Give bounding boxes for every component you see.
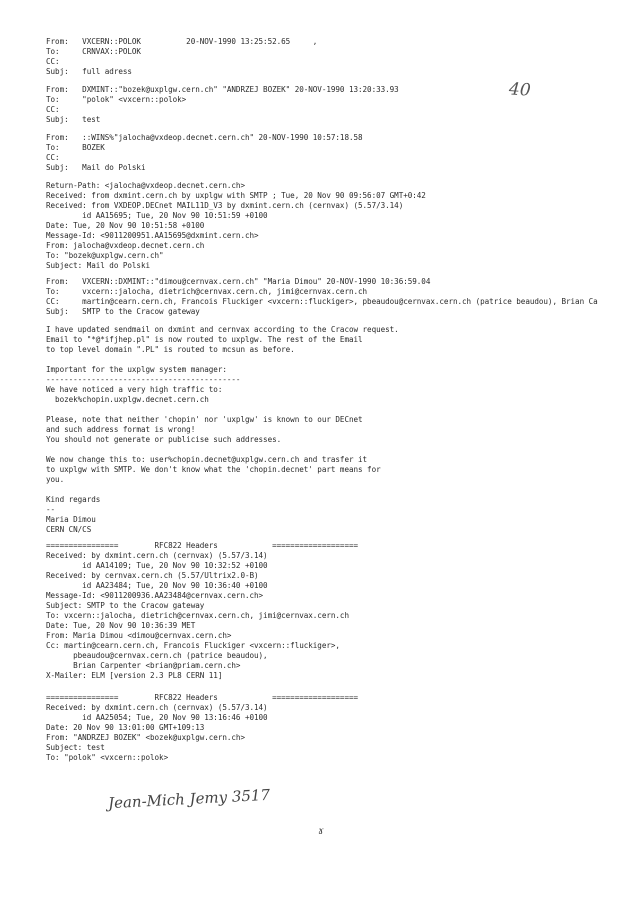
memo3-subject: Subj: Mail do Polski [46,163,146,172]
body-line: you. [46,475,65,484]
handwritten-page-number: 40 [508,79,532,101]
body-line: Please, note that neither 'chopin' nor 'uxplgw' is known to our DECnet [46,415,363,424]
body-line: -- [46,505,56,514]
body-line: I have updated sendmail on dxmint and cernvax according to the Cracow request. [46,325,399,334]
handwritten-mark: ɤ [318,826,324,837]
body-line: Maria Dimou [46,515,96,524]
rfc822-header-line: id AA14109; Tue, 20 Nov 90 10:32:52 +0100 [46,561,268,570]
header-line: From: jalocha@vxdeop.decnet.cern.ch [46,241,205,250]
rfc822-header-line: From: Maria Dimou <dimou@cernvax.cern.ch> [46,631,232,640]
body-line: Kind regards [46,495,101,504]
memo4-subject: Subj: SMTP to the Cracow gateway [46,307,200,316]
rfc822-header-line: pbeaudou@cernvax.cern.ch (patrice beaudou), [46,651,268,660]
rfc822-header-line: X-Mailer: ELM [version 2.3 PL8 CERN 11] [46,671,223,680]
header-line: Date: Tue, 20 Nov 90 10:51:58 +0100 [46,221,205,230]
body-line: ------------------------------------------- [46,375,241,384]
body-line: bozek%chopin.uxplgw.decnet.cern.ch [46,395,209,404]
memo1-subject: Subj: full adress [46,67,132,76]
rfc822-header-line: id AA23484; Tue, 20 Nov 90 10:36:40 +0100 [46,581,268,590]
body-line: to uxplgw with SMTP. We don't know what the 'chopin.decnet' part means for [46,465,381,474]
memo3-to: To: BOZEK [46,143,105,152]
memo3-from: From: ::WINS%"jalocha@vxdeop.decnet.cern.ch" 20-NOV-1990 10:57:18.58 [46,133,363,142]
rfc822-header-line: Received: by dxmint.cern.ch (cernvax) (5.57/3.14) [46,703,268,712]
rfc822-header-line: id AA25054; Tue, 20 Nov 90 13:16:46 +0100 [46,713,268,722]
rfc822-header-line: Cc: martin@cearn.cern.ch, Francois Fluckiger <vxcern::fluckiger>, [46,641,340,650]
memo2-from: From: DXMINT::"bozek@uxplgw.cern.ch" "ANDRZEJ BOZEK" 20-NOV-1990 13:20:33.93 [46,85,399,94]
rfc822-header-line: Subject: test [46,743,105,752]
body-line: CERN CN/CS [46,525,92,534]
rfc822-header-line: ================ RFC822 Headers =================== [46,541,359,550]
memo4-cc: CC: martin@cearn.cern.ch, Francois Fluckiger <vxcern::fluckiger>, pbeaudou@cernvax.cern.ch (patrice beaudou), Brian Ca [46,297,598,306]
body-line: Email to "*@*ifjhep.pl" is now routed to uxplgw. The rest of the Email [46,335,363,344]
body-line: You should not generate or publicise such addresses. [46,435,282,444]
rfc822-header-line: To: vxcern::jalocha, dietrich@cernvax.cern.ch, jimi@cernvax.cern.ch [46,611,349,620]
header-line: Received: from dxmint.cern.ch by uxplgw with SMTP ; Tue, 20 Nov 90 09:56:07 GMT+0:42 [46,191,426,200]
header-line: Return-Path: <jalocha@vxdeop.decnet.cern.ch> [46,181,245,190]
body-line: We have noticed a very high traffic to: [46,385,223,394]
memo4-from: From: VXCERN::DXMINT::"dimou@cernvax.cern.ch" "Maria Dimou" 20-NOV-1990 10:36:59.04 [46,277,431,286]
memo1-to: To: CRNVAX::POLOK [46,47,141,56]
header-line: id AA15695; Tue, 20 Nov 90 10:51:59 +0100 [46,211,268,220]
rfc822-header-line: Message-Id: <9011200936.AA23484@cernvax.cern.ch> [46,591,264,600]
body-line: Important for the uxplgw system manager: [46,365,227,374]
memo4-to: To: vxcern::jalocha, dietrich@cernvax.cern.ch, jimi@cernvax.cern.ch [46,287,368,296]
rfc822-header-line: ================ RFC822 Headers =================== [46,693,359,702]
rfc822-header-line: Received: by dxmint.cern.ch (cernvax) (5.57/3.14) [46,551,268,560]
memo1-cc: CC: [46,57,60,66]
rfc822-header-line: From: "ANDRZEJ BOZEK" <bozek@uxplgw.cern.ch> [46,733,245,742]
body-line: We now change this to: user%chopin.decnet@uxplgw.cern.ch and trasfer it [46,455,368,464]
memo2-cc: CC: [46,105,60,114]
handwritten-signature: Jean-Mich Jemy 3517 [107,785,271,813]
rfc822-header-line: Date: Tue, 20 Nov 90 10:36:39 MET [46,621,196,630]
body-line: and such address format is wrong! [46,425,196,434]
rfc822-header-line: Received: by cernvax.cern.ch (5.57/Ultrix2.0-B) [46,571,259,580]
header-line: To: "bozek@uxplgw.cern.ch" [46,251,164,260]
rfc822-header-line: Date: 20 Nov 90 13:01:00 GMT+109:13 [46,723,205,732]
body-line: to top level domain ".PL" is routed to mcsun as before. [46,345,295,354]
rfc822-header-line: To: "polok" <vxcern::polok> [46,753,169,762]
memo1-from: From: VXCERN::POLOK 20-NOV-1990 13:25:52.65 , [46,37,318,46]
memo2-to: To: "polok" <vxcern::polok> [46,95,187,104]
rfc822-header-line: Brian Carpenter <brian@priam.cern.ch> [46,661,241,670]
header-line: Message-Id: <9011200951.AA15695@dxmint.cern.ch> [46,231,259,240]
rfc822-header-line: Subject: SMTP to the Cracow gateway [46,601,205,610]
header-line: Subject: Mail do Polski [46,261,151,270]
memo2-subject: Subj: test [46,115,101,124]
memo3-cc: CC: [46,153,60,162]
header-line: Received: from VXDEOP.DECnet MAIL11D_V3 by dxmint.cern.ch (cernvax) (5.57/3.14) [46,201,404,210]
